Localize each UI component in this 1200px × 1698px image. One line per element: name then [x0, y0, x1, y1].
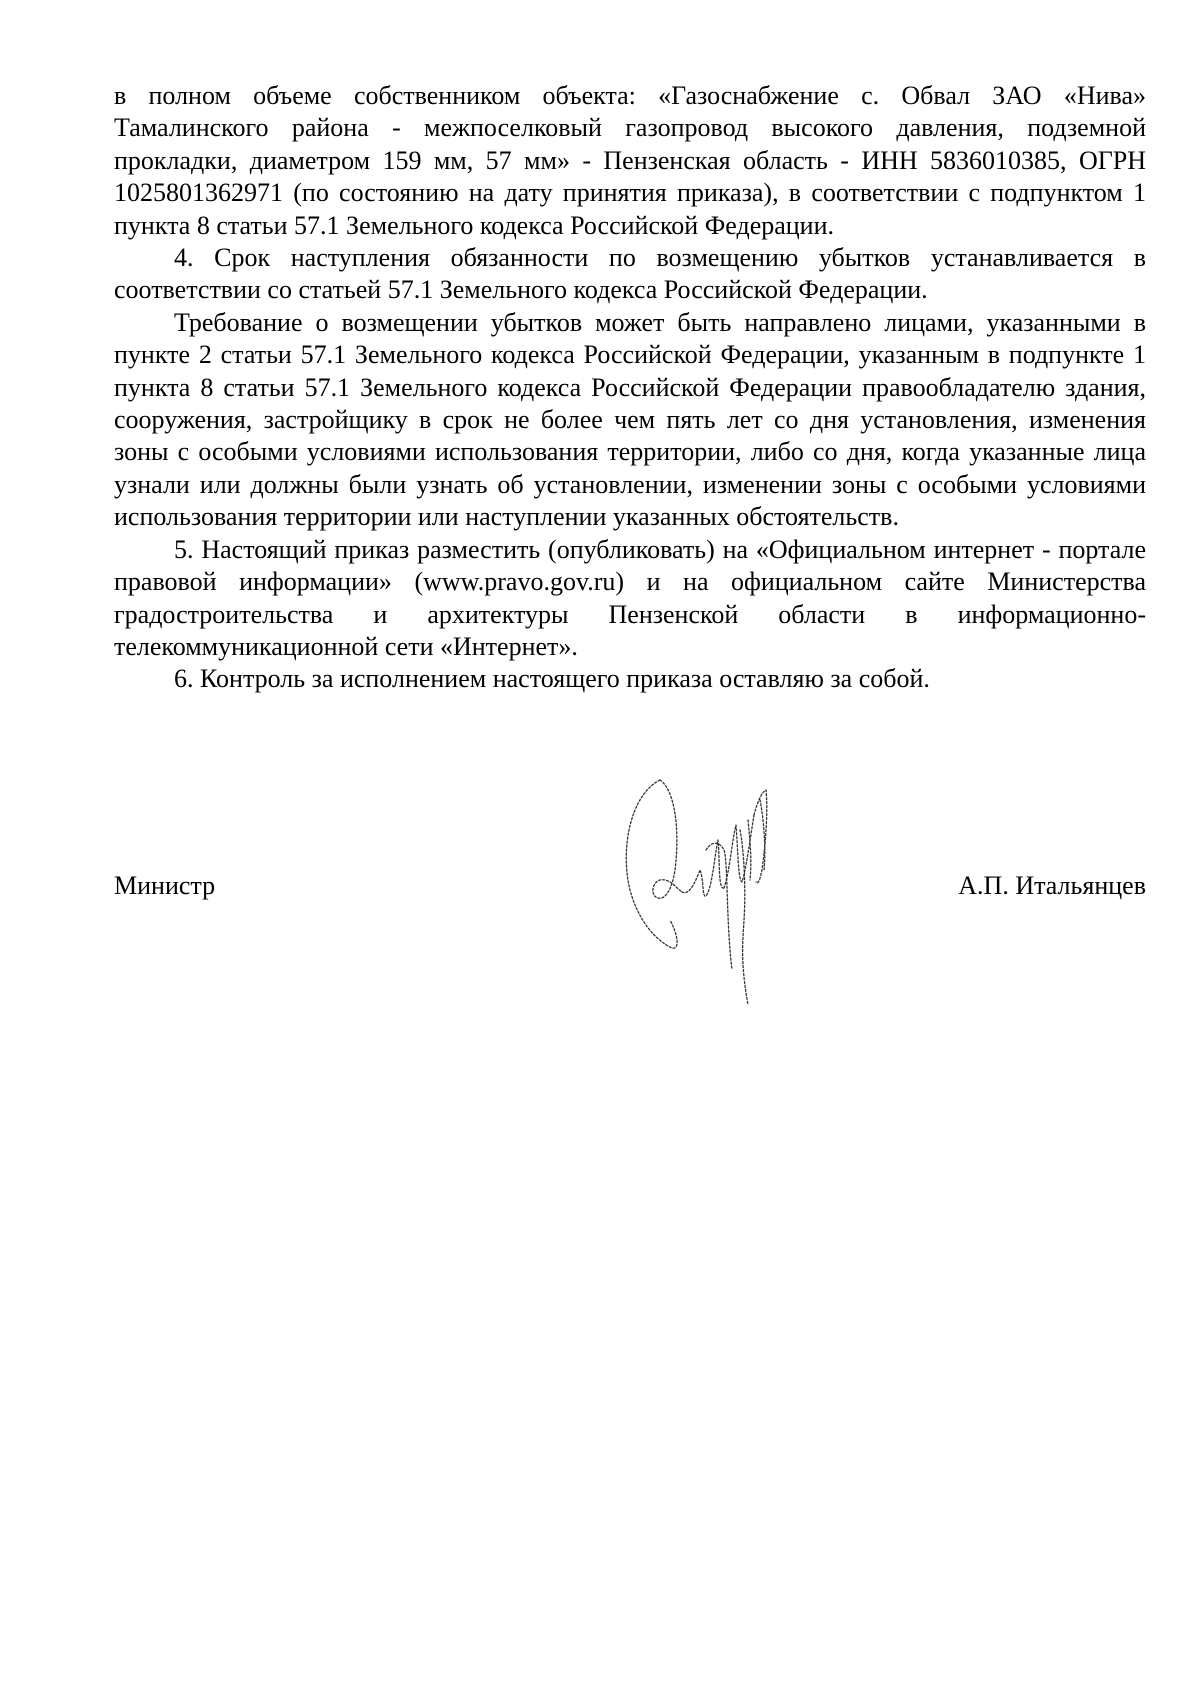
- handwritten-signature: [620, 770, 800, 1010]
- paragraph-continuation: в полном объеме собственником объекта: «Газоснабжение с. Обвал ЗАО «Нива» Тамалинского района - межпоселковый газопровод высокого давления, подземной прокладки, диаметром 159 мм, 57 мм» - Пензенская область - ИНН 5836010385, ОГРН 1025801362971 (по состоянию на дату принятия приказа), в соответствии с подпунктом 1 пункта 8 статьи 57.1 Земельного кодекса Российской Федерации.: [114, 81, 1146, 240]
- document-body: [114, 80, 1146, 696]
- paragraph-item-6: 6. Контроль за исполнением настоящего приказа оставляю за собой.: [174, 664, 930, 694]
- position-title: Министр: [114, 871, 216, 900]
- paragraph-claim-requirement: Требование о возмещении убытков может быть направлено лицами, указанными в пункте 2 статьи 57.1 Земельного кодекса Российской Федерации, указанным в подпункте 1 пункта 8 статьи 57.1 Земельного кодекса Российской Федерации правообладателю здания, сооружения, застройщику в срок не более чем пять лет со дня установления, изменения зоны с особыми условиями использования территории, либо со дня, когда указанные лица узнали или должны были узнать об установлении, изменении зоны с особыми условиями использования территории или наступлении указанных обстоятельств.: [114, 307, 1146, 532]
- paragraph-item-5: 5. Настоящий приказ разместить (опубликовать) на «Официальном интернет - портале правовой информации» (www.pravo.gov.ru) и на официальном сайте Министерства градостроительства и архитектуры Пензенской области в информационно-телекоммуникационной сети «Интернет».: [114, 534, 1146, 661]
- signer-name: А.П. Итальянцев: [958, 871, 1146, 900]
- paragraph-item-4: 4. Срок наступления обязанности по возмещению убытков устанавливается в соответствии со статьей 57.1 Земельного кодекса Российской Федерации.: [114, 243, 1146, 305]
